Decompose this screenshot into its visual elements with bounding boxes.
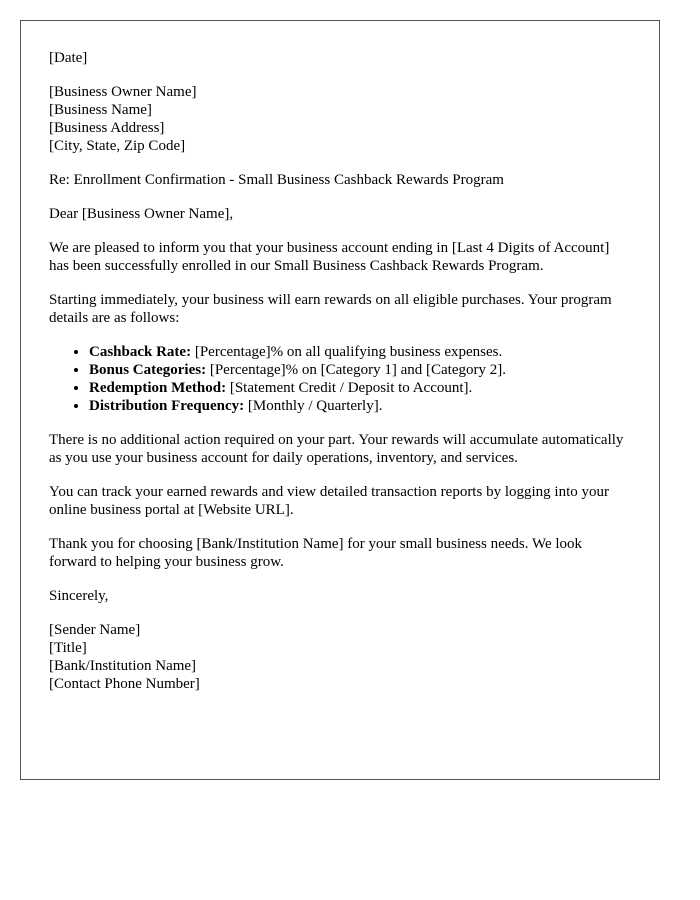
detail-label: Bonus Categories:	[89, 362, 207, 378]
detail-label: Redemption Method:	[89, 380, 227, 396]
detail-value: [Statement Credit / Deposit to Account].	[226, 380, 473, 396]
recipient-name: [Business Owner Name]	[49, 84, 197, 100]
recipient-city-state-zip: [City, State, Zip Code]	[49, 138, 186, 154]
detail-value: [Percentage]% on all qualifying business expenses.	[191, 344, 503, 360]
recipient-address-block	[49, 83, 631, 155]
detail-value: [Percentage]% on [Category 1] and [Category 2].	[206, 362, 506, 378]
sender-name: [Sender Name]	[49, 622, 141, 638]
no-action-paragraph: There is no additional action required on your part. Your rewards will accumulate automatically as you use your business account for daily operations, inventory, and services.	[49, 432, 624, 466]
date-line	[49, 49, 631, 67]
salutation: Dear [Business Owner Name],	[49, 206, 234, 222]
detail-value: [Monthly / Quarterly].	[244, 398, 383, 414]
letter-container	[20, 20, 660, 780]
sender-phone: [Contact Phone Number]	[49, 676, 200, 692]
subject-line: Re: Enrollment Confirmation - Small Business Cashback Rewards Program	[49, 172, 504, 188]
detail-label: Cashback Rate:	[89, 344, 192, 360]
sender-title: [Title]	[49, 640, 87, 656]
recipient-address: [Business Address]	[49, 120, 165, 136]
signature-block	[49, 621, 631, 693]
intro-paragraph: We are pleased to inform you that your business account ending in [Last 4 Digits of Account] has been successfully enrolled in our Small Business Cashback Rewards Program.	[49, 240, 610, 274]
date: [Date]	[49, 50, 88, 66]
recipient-business: [Business Name]	[49, 102, 152, 118]
closing: Sincerely,	[49, 588, 109, 604]
detail-distribution-frequency	[89, 397, 631, 415]
thanks-paragraph: Thank you for choosing [Bank/Institution Name] for your small business needs. We look forward to helping your business grow.	[49, 536, 583, 570]
detail-redemption-method	[89, 379, 631, 397]
sender-institution: [Bank/Institution Name]	[49, 658, 197, 674]
program-details-list	[49, 343, 631, 415]
tracking-paragraph: You can track your earned rewards and view detailed transaction reports by logging into your online business portal at [Website URL].	[49, 484, 609, 518]
detail-cashback-rate	[89, 343, 631, 361]
details-intro-paragraph: Starting immediately, your business will earn rewards on all eligible purchases. Your program details are as follows:	[49, 292, 612, 326]
detail-label: Distribution Frequency:	[89, 398, 245, 414]
detail-bonus-categories	[89, 361, 631, 379]
